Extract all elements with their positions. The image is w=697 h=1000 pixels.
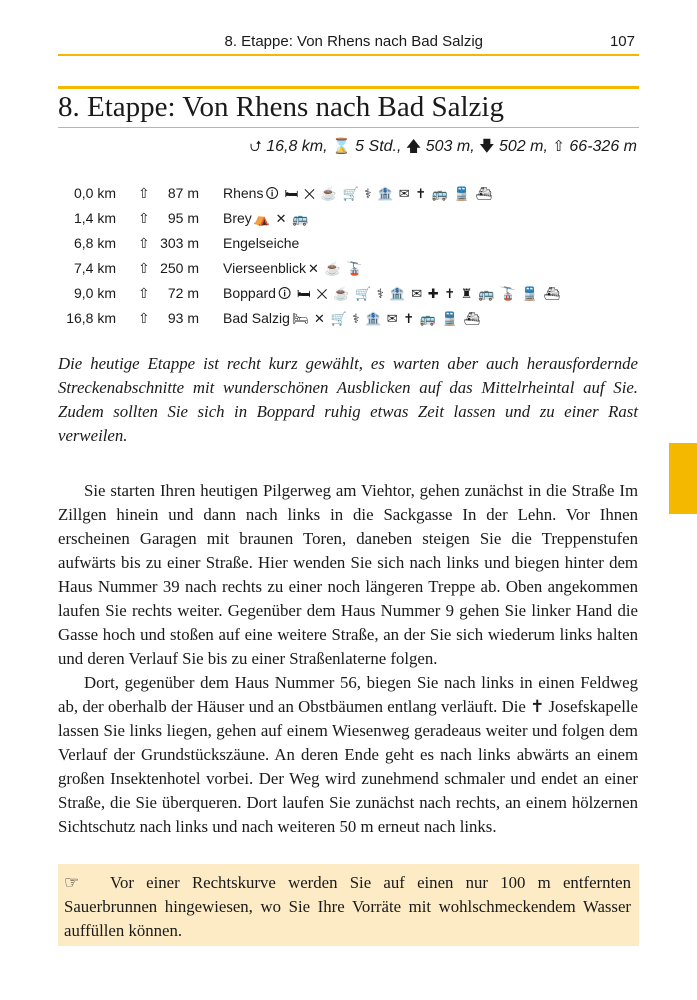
stat-ascent: 503 m, [425,138,475,155]
pointing-hand-icon: ☞ [64,873,80,892]
poi-icons: 🛏 ✕ 🛒 ⚕ 🏦 ✉ ✝ 🚌 🚆 ⛴ [291,311,481,326]
route-place: Bad Salzig [223,310,290,326]
altitude-arrow-icon: ⇧ [138,285,150,301]
route-place-wrap [223,285,561,307]
route-km: 9,0 km [73,285,116,301]
altitude-arrow-icon: ⇧ [138,185,150,201]
route-place-wrap [223,185,493,207]
altitude-arrow-icon: ⇧ [138,260,150,276]
outline-arrow-up-icon: ⇧ [552,138,565,155]
route-place: Brey [223,210,252,226]
route-altitude: 303 m [160,235,199,251]
stat-descent: 502 m, [499,138,548,155]
route-place-wrap [223,235,301,251]
stage-title: 8. Etappe: Von Rhens nach Bad Salzig [58,91,504,123]
route-place: Engelseiche [223,235,300,251]
body-paragraph: Dort, gegenüber dem Haus Nummer 56, biegen Sie nach links in einen Feldweg ab, der oberhalb der Häuser und an Obstbäumen entlang verläuft. Die ✝ Josefskapelle lassen Sie links liegen, gehen auf einem Wiesenweg geradeaus weiter und folgen dem Verlauf der Grundstückszäune. An deren Ende geht es nach links abwärts an einem großen Insektenhotel vorbei. Der Weg wird zunehmend schmaler und endet an einer Straße, die Sie überqueren. Dort laufen Sie zunächst nach rechts, an einem hölzernen Sichtschutz nach links und nach weiteren 50 m erneut nach links. [58,673,638,836]
route-km: 7,4 km [73,260,116,276]
route-place: Boppard [223,285,276,301]
tip-paragraph [58,864,639,943]
header-rule [58,54,639,56]
route-place-wrap [223,210,309,227]
body-text [58,479,638,839]
route-km: 6,8 km [73,235,116,251]
body-paragraph: Sie starten Ihren heutigen Pilgerweg am Viehtor, gehen zunächst in die Straße Im Zillgen hinein und dann nach links in die Sackgasse In der Lehn. Vor Ihnen erscheinen Garagen mit braunen Toren, daneben steigen Sie die Treppenstufen aufwärts bis zu einer Straße. Hier wenden Sie sich nach links und biegen hinter dem Haus Nummer 39 nach rechts zu einer noch längeren Treppe ab. Oben angekommen laufen Sie rechts weiter. Gegenüber dem Haus Nummer 9 gehen Sie linker Hand die Gasse hoch und stoßen auf eine weitere Straße, an der Sie sich wiederum links halten und deren Verlauf Sie bis zu einer Straßenlaterne folgen. [58,481,638,668]
arrow-up-icon: 🡅 [405,138,422,155]
poi-icons: 🛈 🛏 ✕ ☕ 🛒 ⚕ 🏦 ✉ ✚ ✝ ♜ 🚌 🚡 🚆 ⛴ [277,286,561,301]
intro-paragraph: Die heutige Etappe ist recht kurz gewählt, es warten aber auch herausfordernde Streckenabschnitte mit wunderschönen Ausblicken auf das Mittelrheintal auf Sie. Zudem sollten Sie sich in Boppard ruhig etwas Zeit lassen und zu einer Rast verweilen. [58,354,638,445]
title-underline [58,127,639,128]
altitude-arrow-icon: ⇧ [138,210,150,226]
route-place-wrap [223,310,481,327]
stage-stats [200,136,637,161]
chapter-side-tab [669,443,697,514]
poi-icons: ✕ ☕ 🚡 [308,261,364,276]
tip-text: Vor einer Rechtskurve werden Sie auf einen nur 100 m entfernten Sauerbrunnen hingewiesen, wo Sie Ihre Vorräte mit wohlschmeckendem Wasser auffüllen können. [64,873,631,940]
route-altitude: 95 m [167,210,199,226]
stat-duration: 5 Std., [355,138,402,155]
altitude-arrow-icon: ⇧ [138,235,150,251]
stat-distance: 16,8 km, [266,138,328,155]
route-altitude: 250 m [160,260,199,276]
loop-arrow-icon: ⮍ [249,138,262,155]
route-km: 1,4 km [73,210,116,226]
route-altitude: 72 m [167,285,199,301]
tip-box [58,864,639,946]
stat-altitude-range: 66-326 m [569,138,637,155]
hourglass-icon: ⌛ [332,138,351,155]
poi-icons: ⛺ ✕ 🚌 [253,211,310,226]
poi-icons: 🛈 🛏 ✕ ☕ 🛒 ⚕ 🏦 ✉ ✝ 🚌 🚆 ⛴ [265,186,493,201]
arrow-down-icon: 🡇 [479,138,495,155]
running-title: 8. Etappe: Von Rhens nach Bad Salzig [224,33,483,50]
route-km: 0,0 km [73,185,116,201]
route-altitude: 93 m [167,310,199,326]
altitude-arrow-icon: ⇧ [138,310,150,326]
page-number: 107 [609,33,635,50]
route-km: 16,8 km [66,310,116,326]
route-altitude: 87 m [167,185,199,201]
route-place: Vierseenblick [223,260,307,276]
route-place-wrap [223,260,364,277]
route-place: Rhens [223,185,264,201]
